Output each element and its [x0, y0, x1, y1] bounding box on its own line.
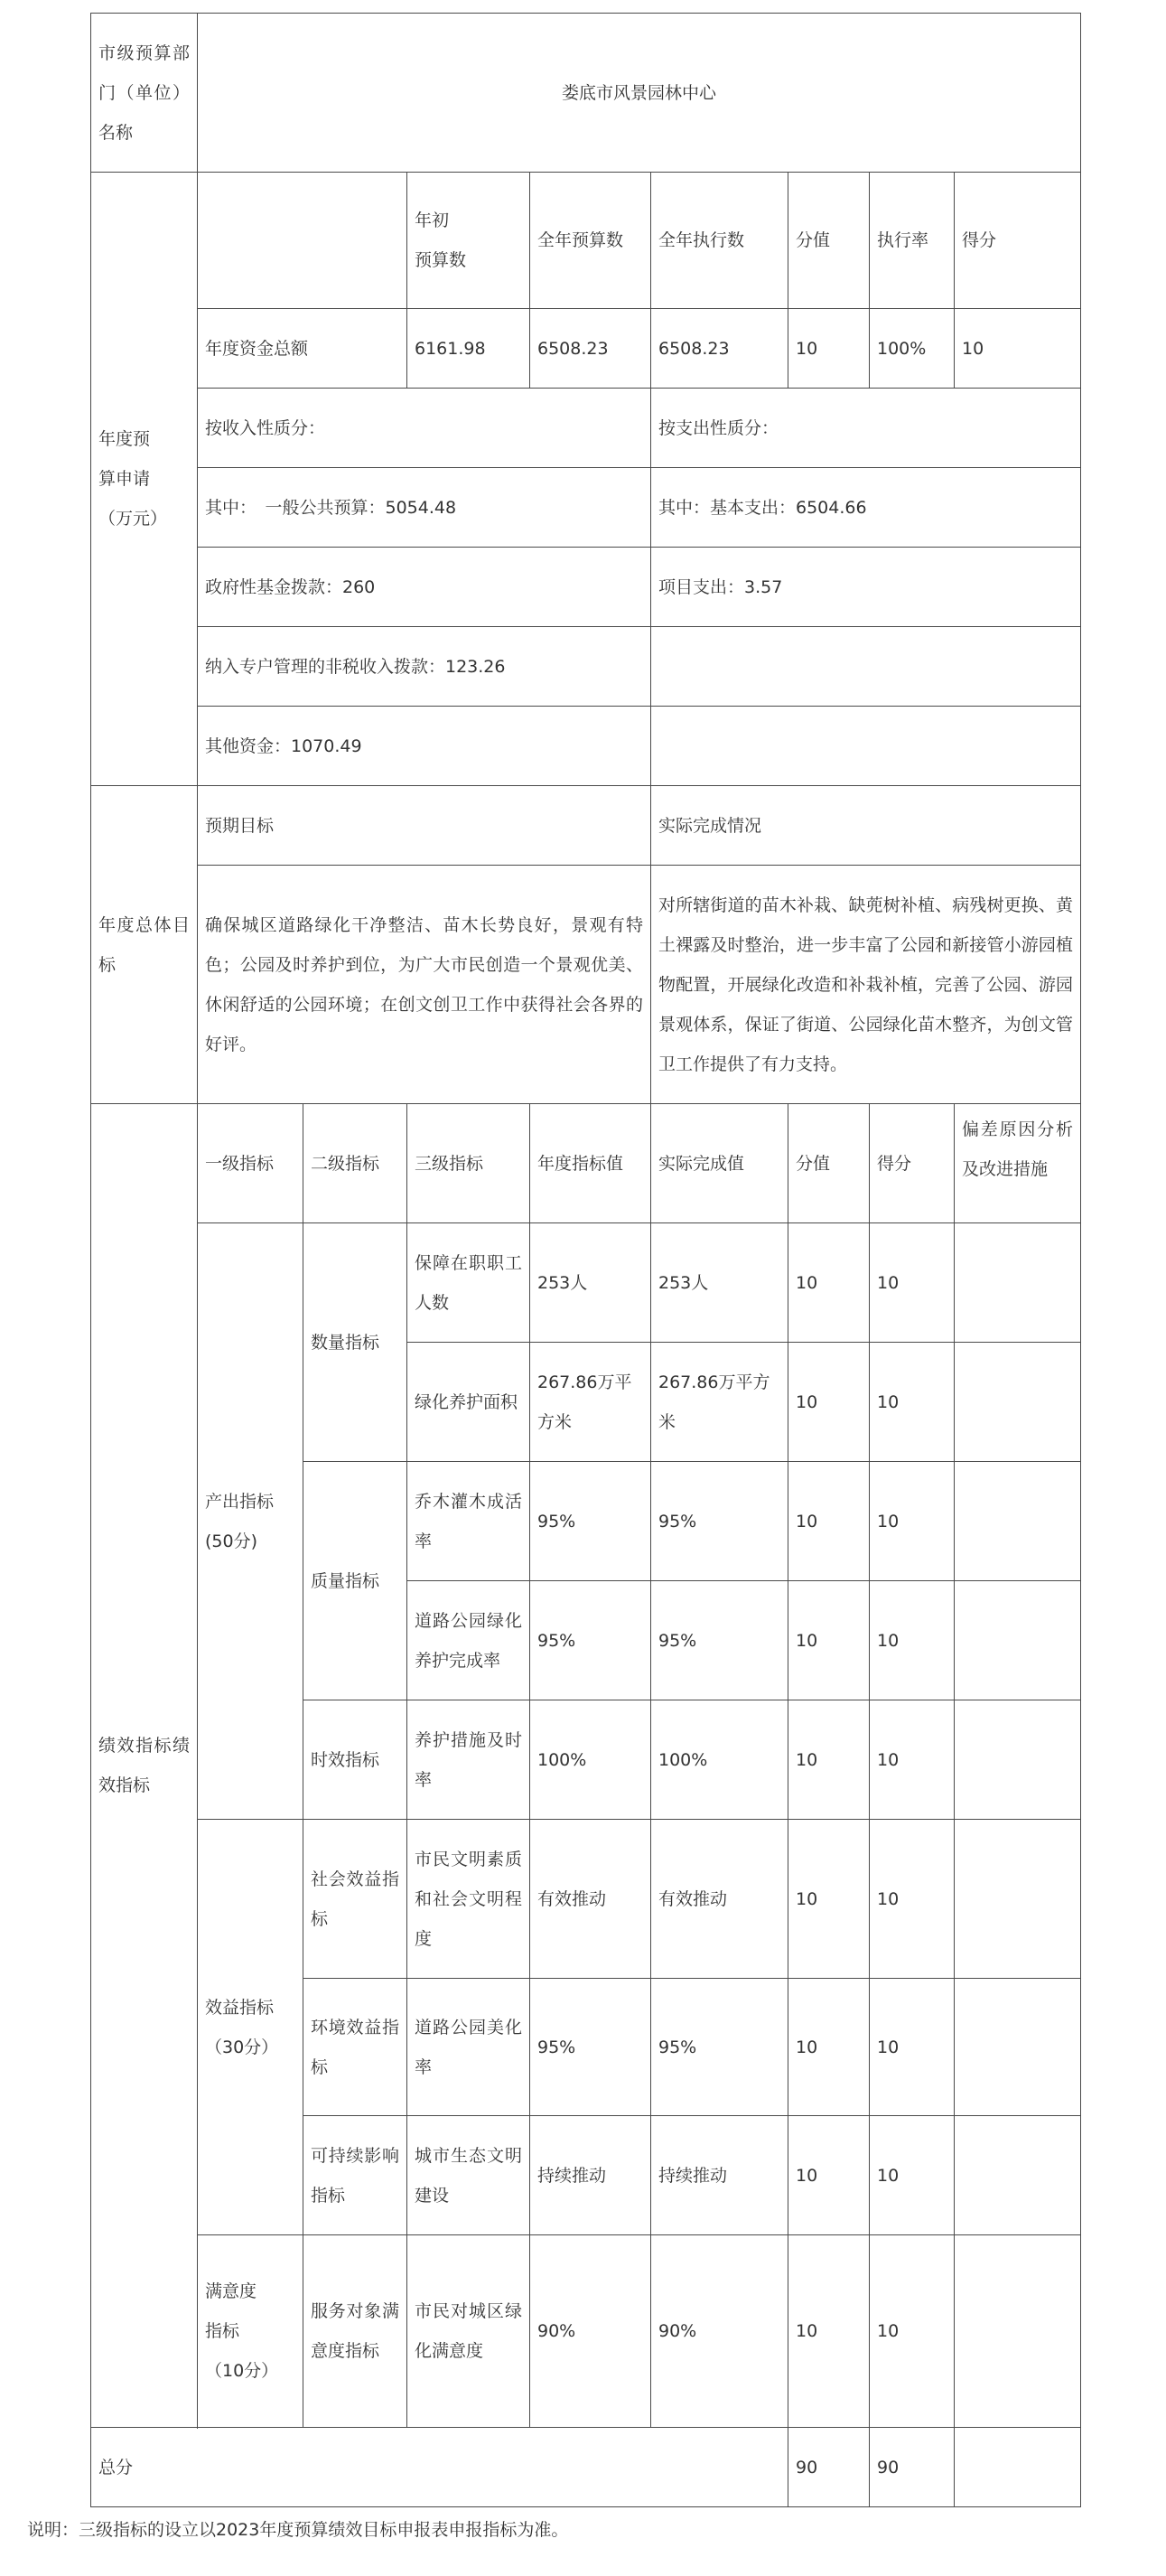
indicator-target: 有效推动: [530, 1820, 651, 1979]
indicator-actual: 持续推动: [651, 2116, 788, 2235]
indicator-score: 10: [870, 2235, 955, 2428]
benefit-l2: （30分）: [205, 2037, 279, 2057]
indicator-name: 道路公园绿化养护完成率: [407, 1581, 530, 1700]
col-initial-line2: 预算数: [415, 250, 467, 270]
total-score: 10: [955, 309, 1081, 389]
output-l2: (50分): [205, 1531, 258, 1551]
footnote: 说明：三级指标的设立以2023年度预算绩效目标申报表申报指标为准。: [27, 2520, 569, 2540]
indicator-deviation: [955, 2116, 1081, 2235]
indicator-target: 267.86万平方米: [530, 1343, 651, 1462]
quantity-indicator: 数量指标: [303, 1223, 407, 1462]
dept-label: 市级预算部门（单位）名称: [91, 14, 198, 173]
indicator-name: 养护措施及时率: [407, 1700, 530, 1820]
indicator-target: 95%: [530, 1581, 651, 1700]
expected-goal-header: 预期目标: [198, 786, 651, 866]
budget-label-line2: 算申请: [98, 469, 151, 489]
indicator-score-value: 10: [788, 2116, 870, 2235]
col-execution: 全年执行数: [651, 173, 788, 309]
dept-name: 娄底市风景园林中心: [198, 14, 1081, 173]
social-indicator: 社会效益指标: [303, 1820, 407, 1979]
service-indicator: 服务对象满意度指标: [303, 2235, 407, 2428]
empty-cell: [651, 627, 1081, 707]
total-score-value: 10: [788, 309, 870, 389]
output-l1: 产出指标: [205, 1491, 275, 1512]
indicator-deviation: [955, 1581, 1081, 1700]
indicator-target: 95%: [530, 1979, 651, 2116]
sustain-indicator: 可持续影响指标: [303, 2116, 407, 2235]
hdr-score-value: 分值: [788, 1104, 870, 1223]
indicator-deviation: [955, 2235, 1081, 2428]
hdr-target: 年度指标值: [530, 1104, 651, 1223]
indicator-name: 市民文明素质和社会文明程度: [407, 1820, 530, 1979]
environment-indicator: 环境效益指标: [303, 1979, 407, 2116]
benefit-l1: 效益指标: [205, 1997, 275, 2018]
indicator-name: 道路公园美化率: [407, 1979, 530, 2116]
indicator-deviation: [955, 1343, 1081, 1462]
total-funds-label: 年度资金总额: [198, 309, 407, 389]
indicator-actual: 90%: [651, 2235, 788, 2428]
indicator-name: 城市生态文明建设: [407, 2116, 530, 2235]
col-initial-budget: [407, 173, 530, 309]
indicator-actual: 267.86万平方米: [651, 1343, 788, 1462]
indicator-actual: 100%: [651, 1700, 788, 1820]
budget-label-line1: 年度预: [98, 429, 151, 449]
total-score-value-final: 90: [788, 2428, 870, 2507]
hdr-score: 得分: [870, 1104, 955, 1223]
col-full-year: 全年预算数: [530, 173, 651, 309]
indicator-deviation: [955, 1700, 1081, 1820]
total-score-final: 90: [870, 2428, 955, 2507]
income-general: 其中： 一般公共预算：5054.48: [198, 468, 651, 548]
indicator-score-value: 10: [788, 2235, 870, 2428]
hdr-level1: 一级指标: [198, 1104, 303, 1223]
indicator-actual: 95%: [651, 1462, 788, 1581]
indicator-score: 10: [870, 1979, 955, 2116]
total-full-year: 6508.23: [530, 309, 651, 389]
indicator-score: 10: [870, 1343, 955, 1462]
indicator-name: 市民对城区绿化满意度: [407, 2235, 530, 2428]
indicator-actual: 有效推动: [651, 1820, 788, 1979]
hdr-level3: 三级指标: [407, 1104, 530, 1223]
total-execution: 6508.23: [651, 309, 788, 389]
actual-result-header: 实际完成情况: [651, 786, 1081, 866]
output-indicator: [198, 1223, 303, 1820]
budget-header-blank: [198, 173, 407, 309]
budget-section-label: [91, 173, 198, 786]
indicator-score-value: 10: [788, 1343, 870, 1462]
total-initial: 6161.98: [407, 309, 530, 389]
indicator-score-value: 10: [788, 1581, 870, 1700]
by-income-label: 按收入性质分：: [198, 389, 651, 468]
indicator-score: 10: [870, 1820, 955, 1979]
indicator-name: 保障在职职工人数: [407, 1223, 530, 1343]
total-exec-rate: 100%: [870, 309, 955, 389]
indicator-deviation: [955, 1223, 1081, 1343]
expense-project: 项目支出：3.57: [651, 548, 1081, 627]
indicator-name: 绿化养护面积: [407, 1343, 530, 1462]
indicator-score-value: 10: [788, 1462, 870, 1581]
actual-result-text: 对所辖街道的苗木补栽、缺蔸树补植、病残树更换、黄土裸露及时整治，进一步丰富了公园和新接管小游园植物配置，开展绿化改造和补栽补植，完善了公园、游园景观体系，保证了街道、公园绿化苗木整齐，为创文管卫工作提供了有力支持。: [651, 866, 1081, 1104]
indicator-score-value: 10: [788, 1700, 870, 1820]
indicator-score: 10: [870, 2116, 955, 2235]
col-exec-rate: 执行率: [870, 173, 955, 309]
indicator-deviation: [955, 1462, 1081, 1581]
hdr-level2: 二级指标: [303, 1104, 407, 1223]
indicator-target: 253人: [530, 1223, 651, 1343]
indicator-score: 10: [870, 1581, 955, 1700]
total-deviation: [955, 2428, 1081, 2507]
col-score-value: 分值: [788, 173, 870, 309]
expense-basic: 其中：基本支出：6504.66: [651, 468, 1081, 548]
satisfaction-l1: 满意度: [205, 2281, 257, 2301]
col-score: 得分: [955, 173, 1081, 309]
indicator-actual: 95%: [651, 1581, 788, 1700]
income-other: 其他资金：1070.49: [198, 707, 651, 786]
quality-indicator: 质量指标: [303, 1462, 407, 1700]
indicator-score-value: 10: [788, 1820, 870, 1979]
total-score-label: 总分: [91, 2428, 788, 2507]
satisfaction-l2: 指标: [205, 2321, 240, 2341]
income-nontax: 纳入专户管理的非税收入拨款：123.26: [198, 627, 651, 707]
indicator-actual: 95%: [651, 1979, 788, 2116]
hdr-deviation: 偏差原因分析及改进措施: [955, 1104, 1081, 1223]
col-initial-line1: 年初: [415, 211, 450, 230]
indicator-deviation: [955, 1820, 1081, 1979]
hdr-actual: 实际完成值: [651, 1104, 788, 1223]
indicator-score-value: 10: [788, 1223, 870, 1343]
indicator-score-value: 10: [788, 1979, 870, 2116]
indicator-target: 90%: [530, 2235, 651, 2428]
indicator-target: 100%: [530, 1700, 651, 1820]
income-fund: 政府性基金拨款：260: [198, 548, 651, 627]
timeliness-indicator: 时效指标: [303, 1700, 407, 1820]
satisfaction-l3: （10分）: [205, 2361, 279, 2381]
performance-label: 绩效指标绩效指标: [91, 1104, 198, 2428]
indicator-name: 乔木灌木成活率: [407, 1462, 530, 1581]
budget-label-line3: （万元）: [98, 509, 168, 529]
indicator-score: 10: [870, 1700, 955, 1820]
empty-cell: [651, 707, 1081, 786]
indicator-target: 95%: [530, 1462, 651, 1581]
expected-goal-text: 确保城区道路绿化干净整洁、苗木长势良好，景观有特色；公园及时养护到位，为广大市民创造一个景观优美、休闲舒适的公园环境；在创文创卫工作中获得社会各界的好评。: [198, 866, 651, 1104]
by-expense-label: 按支出性质分：: [651, 389, 1081, 468]
satisfaction-indicator: [198, 2235, 303, 2428]
budget-performance-table: [90, 13, 1081, 2507]
benefit-indicator: [198, 1820, 303, 2235]
indicator-score: 10: [870, 1223, 955, 1343]
indicator-target: 持续推动: [530, 2116, 651, 2235]
indicator-deviation: [955, 1979, 1081, 2116]
indicator-score: 10: [870, 1462, 955, 1581]
indicator-actual: 253人: [651, 1223, 788, 1343]
goals-label: 年度总体目标: [91, 786, 198, 1104]
